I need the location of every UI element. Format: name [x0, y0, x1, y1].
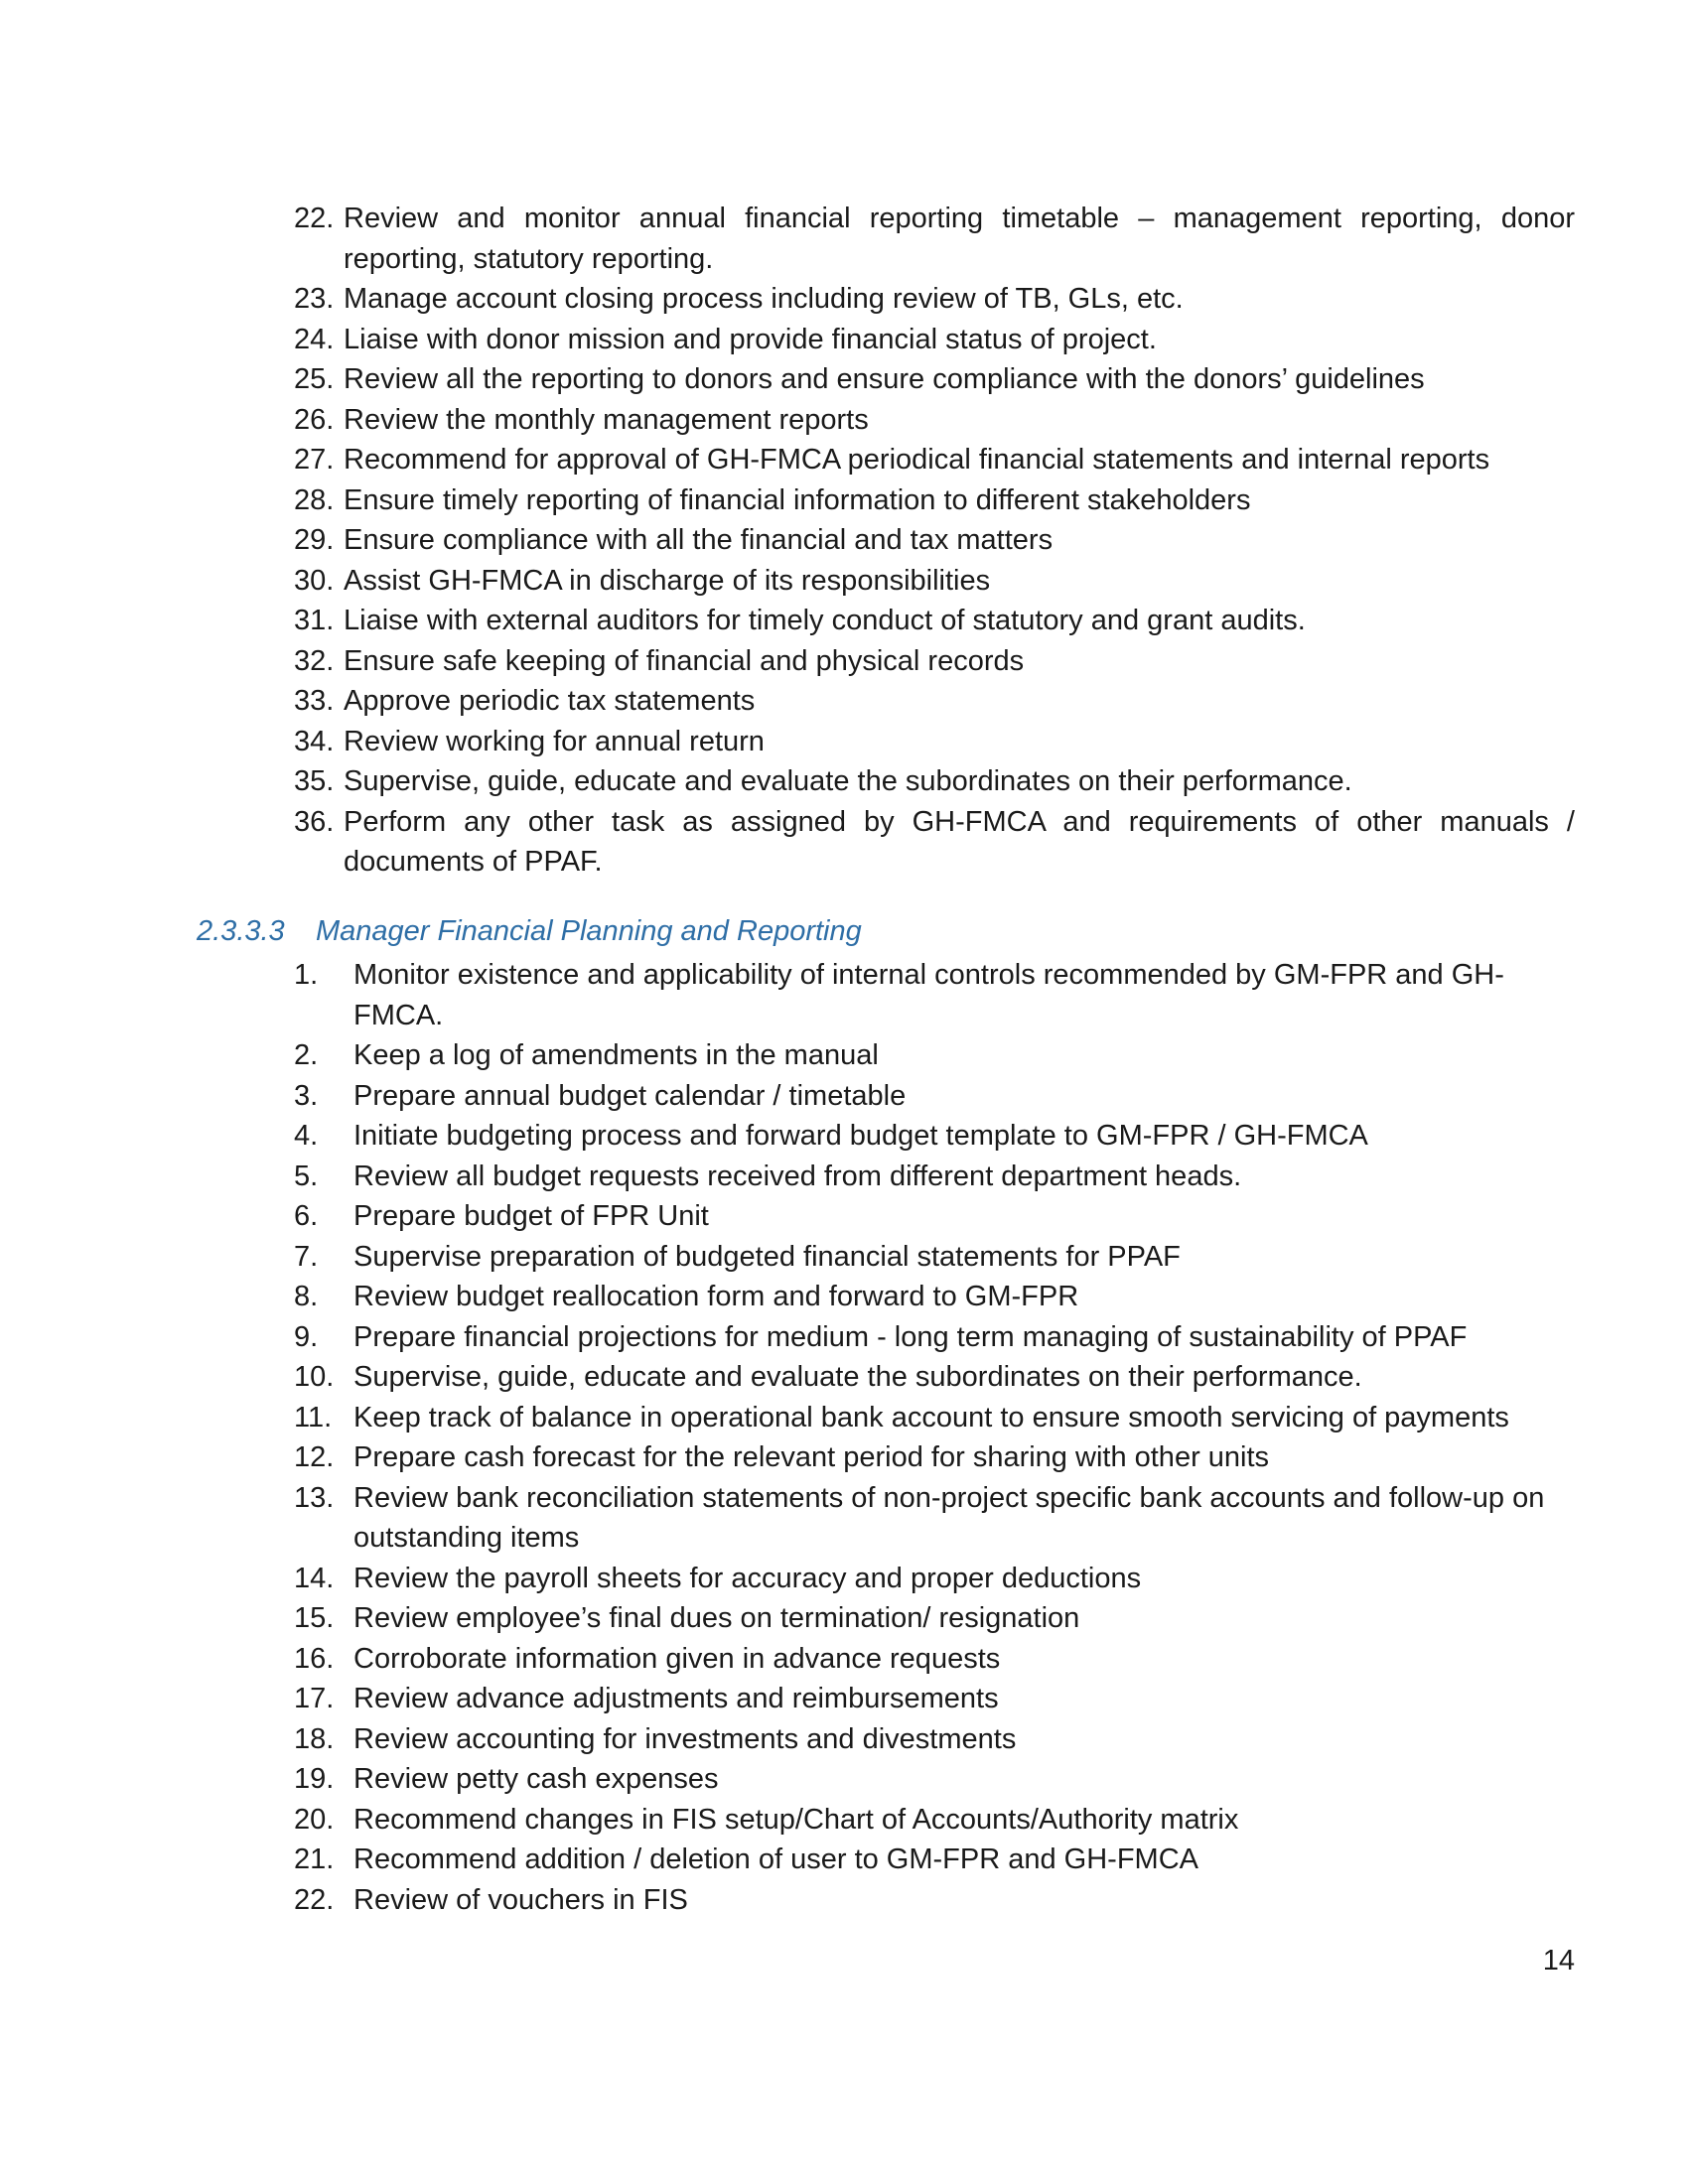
- manager-fpr-responsibilities-list: [294, 955, 1575, 1920]
- list-item-text: Supervise, guide, educate and evaluate the subordinates on their performance.: [353, 1361, 1362, 1393]
- list-item-number: 21.: [294, 1843, 335, 1875]
- list-item-text: Review petty cash expenses: [353, 1763, 719, 1795]
- list-item: [294, 480, 1575, 521]
- list-item-number: 27.: [294, 444, 335, 476]
- list-item-number: 18.: [294, 1722, 335, 1755]
- list-item: [294, 1317, 1575, 1358]
- list-item-text: Review budget reallocation form and forward to GM-FPR: [353, 1281, 1079, 1312]
- list-item-text: Prepare financial projections for medium - long term managing of sustainability of PPAF: [353, 1320, 1468, 1353]
- list-item-number: 13.: [294, 1481, 335, 1514]
- list-item: [294, 1196, 1575, 1237]
- list-item-number: 33.: [294, 685, 335, 717]
- list-item-text: Corroborate information given in advance requests: [353, 1642, 1001, 1675]
- list-item: [294, 601, 1575, 641]
- list-item-number: 6.: [294, 1200, 319, 1232]
- list-item-number: 26.: [294, 403, 335, 436]
- list-item-number: 31.: [294, 605, 335, 636]
- list-item: [294, 1035, 1575, 1076]
- list-item-number: 14.: [294, 1562, 335, 1594]
- list-item-text: Recommend addition / deletion of user to GM-FPR and GH-FMCA: [353, 1843, 1198, 1875]
- list-item-number: 36.: [294, 805, 335, 838]
- list-item-text: Approve periodic tax statements: [344, 685, 756, 717]
- list-item-number: 35.: [294, 765, 335, 797]
- list-item-text: Review all budget requests received from different department heads.: [353, 1160, 1242, 1192]
- list-item-text: Assist GH-FMCA in discharge of its responsibilities: [344, 564, 991, 597]
- list-item-text: Ensure compliance with all the financial and tax matters: [344, 524, 1054, 556]
- list-item-number: 12.: [294, 1441, 335, 1473]
- list-item: [294, 1076, 1575, 1117]
- list-item-text: Supervise, guide, educate and evaluate the subordinates on their performance.: [344, 765, 1352, 797]
- list-item: [294, 1478, 1575, 1559]
- list-item-text: Recommend changes in FIS setup/Chart of Accounts/Authority matrix: [353, 1803, 1239, 1836]
- list-item: [294, 641, 1575, 682]
- list-item-text: Review advance adjustments and reimbursements: [353, 1683, 999, 1714]
- list-item-number: 22.: [294, 203, 335, 234]
- list-item-text: Supervise preparation of budgeted financial statements for PPAF: [353, 1240, 1181, 1273]
- list-item-number: 22.: [294, 1883, 335, 1916]
- list-item-text: Manage account closing process including review of TB, GLs, etc.: [344, 283, 1184, 315]
- list-item-number: 23.: [294, 283, 335, 315]
- list-item-text: Initiate budgeting process and forward budget template to GM-FPR / GH-FMCA: [353, 1120, 1368, 1152]
- list-item-text: Review of vouchers in FIS: [353, 1883, 688, 1916]
- list-item: [294, 279, 1575, 320]
- list-item-text: Perform any other task as assigned by GH-FMCA and requirements of other manuals / documents of PPAF.: [344, 805, 1575, 878]
- list-item-text: Review employee’s final dues on termination/ resignation: [353, 1602, 1080, 1634]
- list-item-number: 30.: [294, 564, 335, 597]
- list-item-text: Prepare budget of FPR Unit: [353, 1200, 709, 1232]
- list-item-number: 4.: [294, 1120, 319, 1152]
- list-item: [294, 1559, 1575, 1599]
- list-item-text: Keep a log of amendments in the manual: [353, 1039, 879, 1071]
- list-item-number: 3.: [294, 1079, 319, 1112]
- list-item-text: Review the monthly management reports: [344, 403, 869, 436]
- list-item-text: Keep track of balance in operational bank account to ensure smooth servicing of payments: [353, 1401, 1509, 1433]
- list-item: [294, 1157, 1575, 1197]
- list-item-number: 11.: [294, 1401, 333, 1433]
- list-item: [294, 1679, 1575, 1719]
- list-item: [294, 199, 1575, 279]
- list-item-number: 28.: [294, 483, 335, 516]
- list-item: [294, 320, 1575, 360]
- list-item: [294, 561, 1575, 602]
- list-item-number: 34.: [294, 725, 335, 757]
- list-item: [294, 440, 1575, 480]
- list-item: [294, 1277, 1575, 1317]
- list-item-text: Review accounting for investments and divestments: [353, 1722, 1017, 1755]
- list-item-text: Review working for annual return: [344, 725, 765, 757]
- section-number: 2.3.3.3: [197, 915, 285, 947]
- list-item: [294, 1357, 1575, 1398]
- list-item: [294, 1800, 1575, 1841]
- responsibilities-list-continued: [294, 199, 1575, 883]
- list-item-number: 2.: [294, 1039, 319, 1071]
- list-item-number: 15.: [294, 1602, 335, 1634]
- list-item-number: 9.: [294, 1320, 319, 1353]
- list-item: [294, 1880, 1575, 1921]
- list-item-text: Review bank reconciliation statements of non-project specific bank accounts and follow-up on outstanding items: [353, 1481, 1545, 1554]
- list-item-number: 25.: [294, 363, 335, 395]
- list-item-number: 8.: [294, 1281, 319, 1312]
- list-item-number: 24.: [294, 323, 335, 355]
- list-item-number: 20.: [294, 1803, 335, 1836]
- list-item-text: Liaise with external auditors for timely conduct of statutory and grant audits.: [344, 605, 1306, 636]
- list-item: [294, 722, 1575, 762]
- list-item: [294, 1719, 1575, 1760]
- list-item: [294, 955, 1575, 1035]
- list-item-text: Ensure safe keeping of financial and physical records: [344, 644, 1025, 677]
- list-item-text: Prepare annual budget calendar / timetable: [353, 1079, 907, 1112]
- list-item: [294, 1237, 1575, 1278]
- list-item: [294, 1759, 1575, 1800]
- section-heading: [197, 911, 862, 951]
- list-item: [294, 520, 1575, 561]
- list-item: [294, 400, 1575, 441]
- list-item: [294, 1116, 1575, 1157]
- list-item-text: Ensure timely reporting of financial information to different stakeholders: [344, 483, 1251, 516]
- page-number: 14: [1542, 1945, 1575, 1977]
- list-item: [294, 1639, 1575, 1680]
- list-item: [294, 802, 1575, 883]
- list-item-text: Review all the reporting to donors and ensure compliance with the donors’ guidelines: [344, 363, 1425, 395]
- list-item-text: Review and monitor annual financial reporting timetable – management reporting, donor reporting, statutory reporting.: [344, 203, 1575, 275]
- list-item-number: 29.: [294, 524, 335, 556]
- list-item-number: 7.: [294, 1240, 319, 1273]
- list-item: [294, 1598, 1575, 1639]
- list-item: [294, 1840, 1575, 1880]
- list-item: [294, 359, 1575, 400]
- list-item-text: Liaise with donor mission and provide financial status of project.: [344, 323, 1157, 355]
- list-item: [294, 761, 1575, 802]
- list-item-text: Review the payroll sheets for accuracy and proper deductions: [353, 1562, 1142, 1594]
- list-item-text: Recommend for approval of GH-FMCA periodical financial statements and internal reports: [344, 444, 1490, 476]
- list-item-text: Monitor existence and applicability of internal controls recommended by GM-FPR and GH-FMCA.: [353, 959, 1504, 1031]
- list-item-number: 19.: [294, 1763, 335, 1795]
- list-item: [294, 1398, 1575, 1438]
- list-item-number: 16.: [294, 1642, 335, 1675]
- list-item-number: 17.: [294, 1683, 335, 1714]
- section-title: Manager Financial Planning and Reporting: [316, 915, 862, 947]
- list-item-number: 1.: [294, 959, 319, 991]
- list-item: [294, 681, 1575, 722]
- list-item-number: 10.: [294, 1361, 335, 1393]
- list-item-number: 32.: [294, 644, 335, 677]
- list-item: [294, 1437, 1575, 1478]
- list-item-number: 5.: [294, 1160, 319, 1192]
- list-item-text: Prepare cash forecast for the relevant period for sharing with other units: [353, 1441, 1270, 1473]
